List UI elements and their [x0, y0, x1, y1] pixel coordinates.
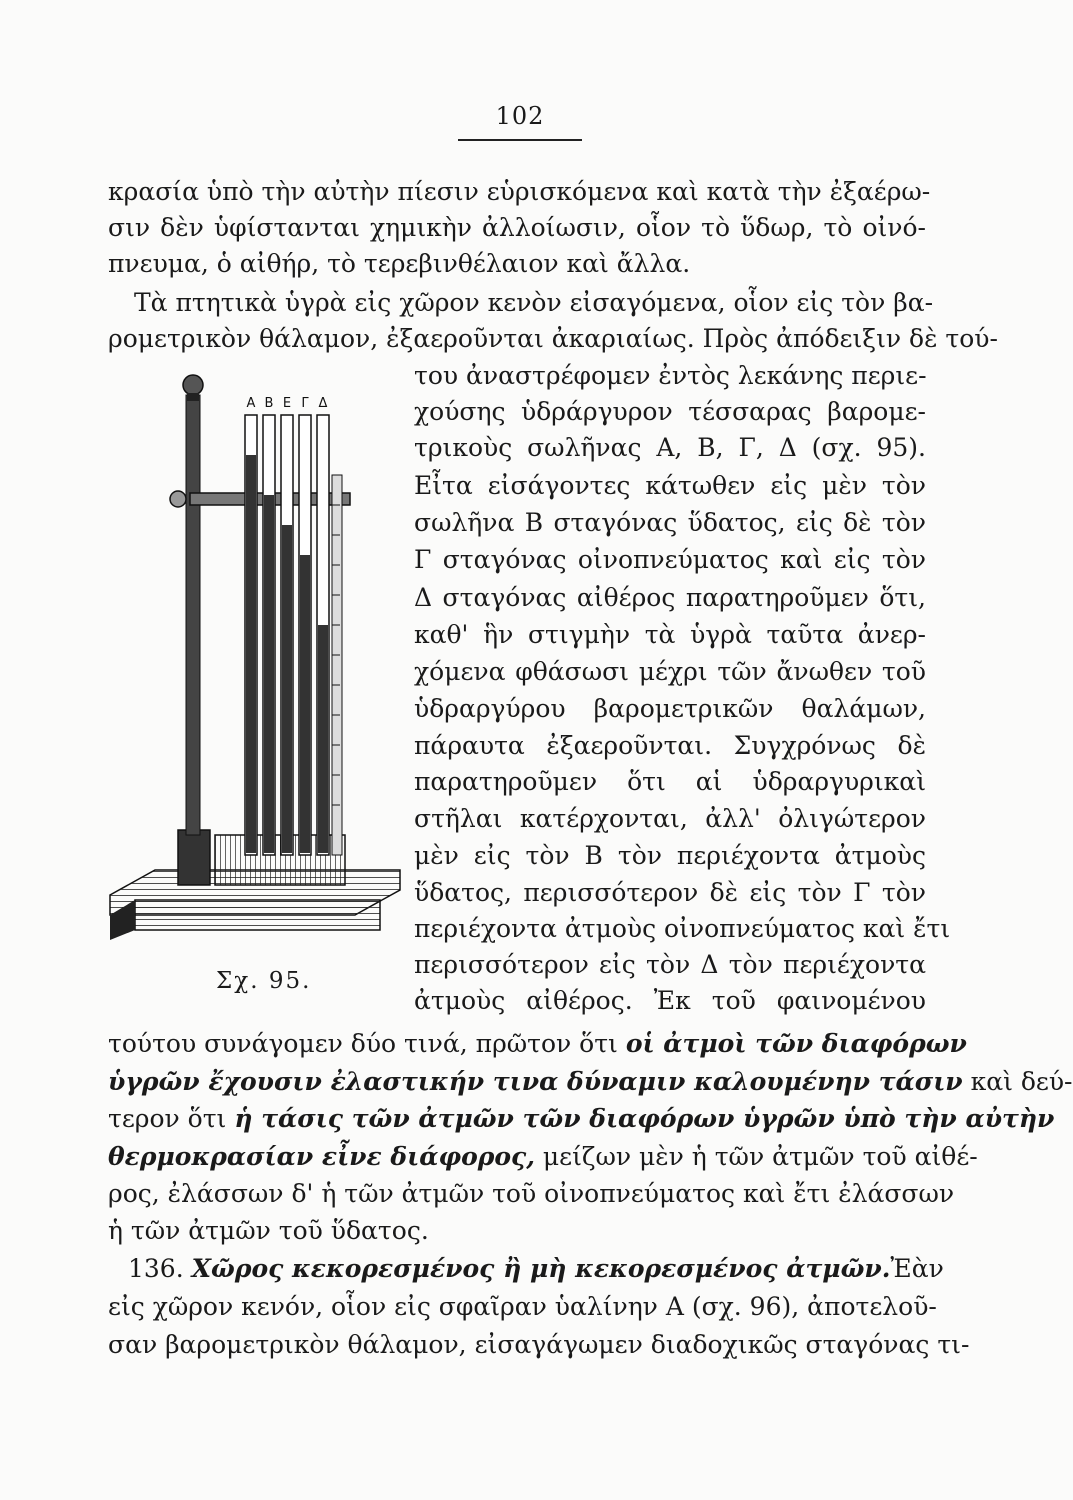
- text-line: [108, 1101, 1055, 1137]
- emphasis-segment: ἡ τάσις τῶν ἀτμῶν τῶν διαφόρων ὑγρῶν ὑπὸ τὴν αὐτὴν: [234, 1104, 1055, 1133]
- emphasis-segment: θερμοκρασίαν εἶνε διάφορος,: [108, 1142, 535, 1171]
- tube-label-a: Α: [246, 396, 256, 411]
- tube-label-g: Γ: [301, 396, 309, 411]
- figure-95-apparatus: [100, 355, 400, 995]
- text-line: του ἀναστρέφομεν ἐντὸς λεκάνης περιε-: [414, 361, 927, 390]
- tube-label-b: Β: [264, 396, 274, 411]
- text-segment: μείζων μὲν ἡ τῶν ἀτμῶν τοῦ αἰθέ-: [534, 1142, 978, 1171]
- text-line: εἰς χῶρον κενόν, οἷον εἰς σφαῖραν ὑαλίνην Α (σχ. 96), ἀποτελοῦ-: [108, 1292, 937, 1321]
- text-line: χούσης ὑδράργυρον τέσσαρας βαρομε-: [414, 397, 926, 426]
- text-line: ρος, ἐλάσσων δ' ἡ τῶν ἀτμῶν τοῦ οἰνοπνεύματος καὶ ἔτι ἐλάσσων: [108, 1179, 955, 1208]
- figure-caption: Σχ. 95.: [216, 968, 312, 994]
- section-title: Χῶρος κεκορεσμένος ἢ μὴ κεκορεσμένος ἀτμῶν.: [191, 1254, 891, 1283]
- page-number: 102: [495, 102, 545, 130]
- text-segment: καὶ δεύ-: [962, 1067, 1073, 1096]
- tube-label-d: Δ: [318, 396, 328, 411]
- text-line: Δ σταγόνας αἰθέρος παρατηροῦμεν ὅτι,: [414, 583, 926, 612]
- section-number: 136.: [128, 1254, 192, 1283]
- text-line: ρομετρικὸν θάλαμον, ἐξαεροῦνται ἀκαριαίως. Πρὸς ἀπόδειξιν δὲ τού-: [108, 324, 998, 353]
- text-line: κρασία ὑπὸ τὴν αὐτὴν πίεσιν εὑρισκόμενα καὶ κατὰ τὴν ἐξαέρω-: [108, 177, 931, 206]
- emphasis-segment: ὑγρῶν ἔχουσιν ἐλαστικήν τινα δύναμιν καλουμένην τάσιν: [108, 1067, 963, 1096]
- text-segment: τερον ὅτι: [108, 1104, 235, 1133]
- text-line: καθ' ἣν στιγμὴν τὰ ὑγρὰ ταῦτα ἀνερ-: [414, 620, 926, 649]
- text-line: ἡ τῶν ἀτμῶν τοῦ ὕδατος.: [108, 1216, 429, 1245]
- text-line: Γ σταγόνας οἰνοπνεύματος καὶ εἰς τὸν: [414, 545, 926, 574]
- emphasis-segment: οἱ ἀτμοὶ τῶν διαφόρων: [625, 1029, 967, 1058]
- text-line: ὕδατος, περισσότερον δὲ εἰς τὸν Γ τὸν: [414, 878, 926, 907]
- text-line: Εἶτα εἰσάγοντες κάτωθεν εἰς μὲν τὸν: [414, 471, 926, 500]
- text-line: ὑδραργύρου βαρομετρικῶν θαλάμων,: [414, 694, 926, 723]
- text-line: πάραυτα ἐξαεροῦνται. Συγχρόνως δὲ: [414, 731, 926, 760]
- header-rule: [458, 139, 582, 141]
- text-line: [108, 1064, 1073, 1100]
- text-line: σωλῆνα Β σταγόνας ὕδατος, εἰς δὲ τὸν: [414, 508, 926, 537]
- text-line: παρατηροῦμεν ὅτι αἱ ὑδραργυρικαὶ: [414, 767, 926, 796]
- text-line: πνευμα, ὁ αἰθήρ, τὸ τερεβινθέλαιον καὶ ἄλλα.: [108, 249, 691, 278]
- text-line: σαν βαρομετρικὸν θάλαμον, εἰσαγάγωμεν διαδοχικῶς σταγόνας τι-: [108, 1330, 970, 1359]
- text-line: ἀτμοὺς αἰθέρος. Ἐκ τοῦ φαινομένου: [414, 986, 926, 1015]
- text-segment: τούτου συνάγομεν δύο τινά, πρῶτον ὅτι: [108, 1029, 626, 1058]
- text-line: χόμενα φθάσωσι μέχρι τῶν ἄνωθεν τοῦ: [414, 657, 926, 686]
- section-heading-line: [128, 1251, 944, 1287]
- text-line: [108, 1026, 967, 1062]
- text-line: περιέχοντα ἀτμοὺς οἰνοπνεύματος καὶ ἔτι: [414, 914, 951, 943]
- tube-label-e: Ε: [282, 396, 292, 411]
- apparatus-drawing: [100, 355, 400, 965]
- text-line: τρικοὺς σωλῆνας Α, Β, Γ, Δ (σχ. 95).: [414, 433, 926, 462]
- text-line: [108, 1139, 978, 1175]
- text-line: μὲν εἰς τὸν Β τὸν περιέχοντα ἀτμοὺς: [414, 841, 926, 870]
- text-line: Τὰ πτητικὰ ὑγρὰ εἰς χῶρον κενὸν εἰσαγόμενα, οἷον εἰς τὸν βα-: [134, 288, 934, 317]
- text-line: περισσότερον εἰς τὸν Δ τὸν περιέχοντα: [414, 950, 926, 979]
- text-segment: Ἐὰν: [890, 1254, 944, 1283]
- text-line: στῆλαι κατέρχονται, ἀλλ' ὀλιγώτερον: [414, 804, 926, 833]
- text-line: σιν δὲν ὑφίστανται χημικὴν ἀλλοίωσιν, οἷον τὸ ὕδωρ, τὸ οἰνό-: [108, 213, 926, 242]
